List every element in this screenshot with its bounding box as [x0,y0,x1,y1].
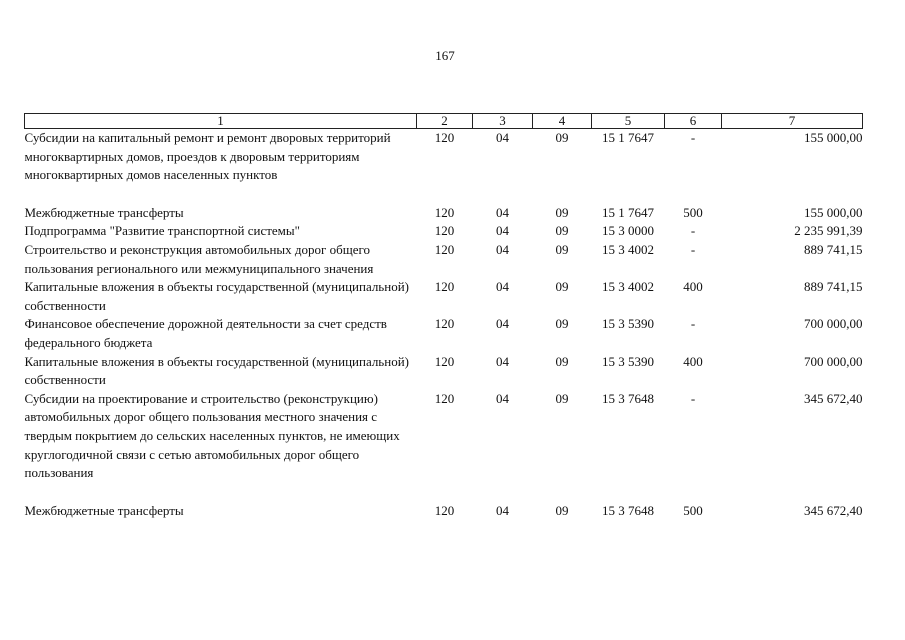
row-code-3: 04 [496,204,509,220]
table-row [25,222,863,241]
row-amount: 2 235 991,39 [794,223,863,239]
row-code-2: 120 [434,204,455,220]
row-code-5: 15 3 0000 [602,223,654,239]
header-col-5: 5 [592,114,665,129]
table-row [25,390,863,502]
row-code-5: 15 3 7648 [602,390,654,406]
row-code-4: 09 [555,316,569,332]
row-code-6: - [690,316,696,332]
row-code-2: 120 [434,241,455,257]
table-row [25,315,863,352]
row-amount: 700 000,00 [804,316,863,332]
row-code-4: 09 [555,223,569,239]
row-code-2: 120 [434,390,455,406]
row-code-4: 09 [555,279,569,295]
row-code-2: 120 [434,353,455,369]
table-row [25,241,863,278]
row-amount: 155 000,00 [804,204,863,220]
row-code-6: - [690,390,696,406]
page-number: 167 [435,48,455,63]
row-name: Межбюджетные трансферты [24,502,184,518]
row-amount: 700 000,00 [804,353,863,369]
row-amount: 889 741,15 [804,241,863,257]
table-row [25,502,863,521]
row-code-5: 15 3 7648 [602,502,654,518]
row-code-6: 500 [683,502,703,518]
row-code-3: 04 [496,316,509,332]
table-row [25,204,863,223]
table-row [25,278,863,315]
row-code-5: 15 1 7647 [602,130,654,145]
header-col-4: 4 [533,114,592,129]
row-name: Межбюджетные трансферты [24,204,184,220]
table-row [25,129,863,204]
row-code-6: - [690,223,696,239]
budget-table [24,113,863,520]
row-name: Субсидии на капитальный ремонт и ремонт дворовых территорий многоквартирных домов, проездов к дворовым территориям многоквартирных домов населенных пунктов [24,130,391,183]
row-amount: 889 741,15 [804,279,863,295]
row-code-4: 09 [555,390,569,406]
row-code-3: 04 [496,390,509,406]
row-code-2: 120 [434,130,455,145]
row-code-5: 15 3 5390 [602,353,654,369]
row-name: Капитальные вложения в объекты государственной (муниципальной) собственности [24,279,409,313]
header-col-2: 2 [417,114,473,129]
row-code-3: 04 [496,502,509,518]
row-name: Субсидии на проектирование и строительство (реконструкцию) автомобильных дорог общего пользования местного значения с твердым покрытием до сельских населенных пунктов, не имеющих круглогодичной связи с сетью автомобильных дорог общего пользования [24,390,400,481]
row-code-3: 04 [496,130,509,145]
header-col-3: 3 [473,114,533,129]
table-header [25,114,863,129]
row-code-5: 15 3 4002 [602,241,654,257]
row-name: Строительство и реконструкция автомобильных дорог общего пользования регионального или межмуниципального значения [24,241,374,276]
row-code-2: 120 [434,223,455,239]
row-code-6: - [690,241,696,257]
row-name: Финансовое обеспечение дорожной деятельности за счет средств федерального бюджета [24,316,387,350]
header-col-6: 6 [665,114,722,129]
table-row [25,353,863,390]
row-code-5: 15 3 4002 [602,279,654,295]
row-code-5: 15 1 7647 [602,204,654,220]
row-code-5: 15 3 5390 [602,316,654,332]
row-code-3: 04 [496,223,509,239]
row-code-4: 09 [555,204,569,220]
header-col-1: 1 [25,114,417,129]
row-code-6: - [690,130,696,145]
row-code-3: 04 [496,279,509,295]
row-code-4: 09 [555,241,569,257]
row-amount: 155 000,00 [804,130,863,145]
row-amount: 345 672,40 [804,502,863,518]
row-code-6: 500 [683,204,703,220]
row-code-4: 09 [555,502,569,518]
row-code-2: 120 [434,316,455,332]
header-col-7: 7 [722,114,863,129]
row-code-2: 120 [434,502,455,518]
row-name: Капитальные вложения в объекты государственной (муниципальной) собственности [24,353,409,388]
row-name: Подпрограмма "Развитие транспортной системы" [24,223,300,239]
row-code-6: 400 [683,279,703,295]
row-code-2: 120 [434,279,455,295]
row-amount: 345 672,40 [804,390,863,406]
row-code-4: 09 [555,130,569,145]
row-code-3: 04 [496,353,509,369]
row-code-3: 04 [496,241,509,257]
row-code-6: 400 [683,353,703,369]
row-code-4: 09 [555,353,569,369]
